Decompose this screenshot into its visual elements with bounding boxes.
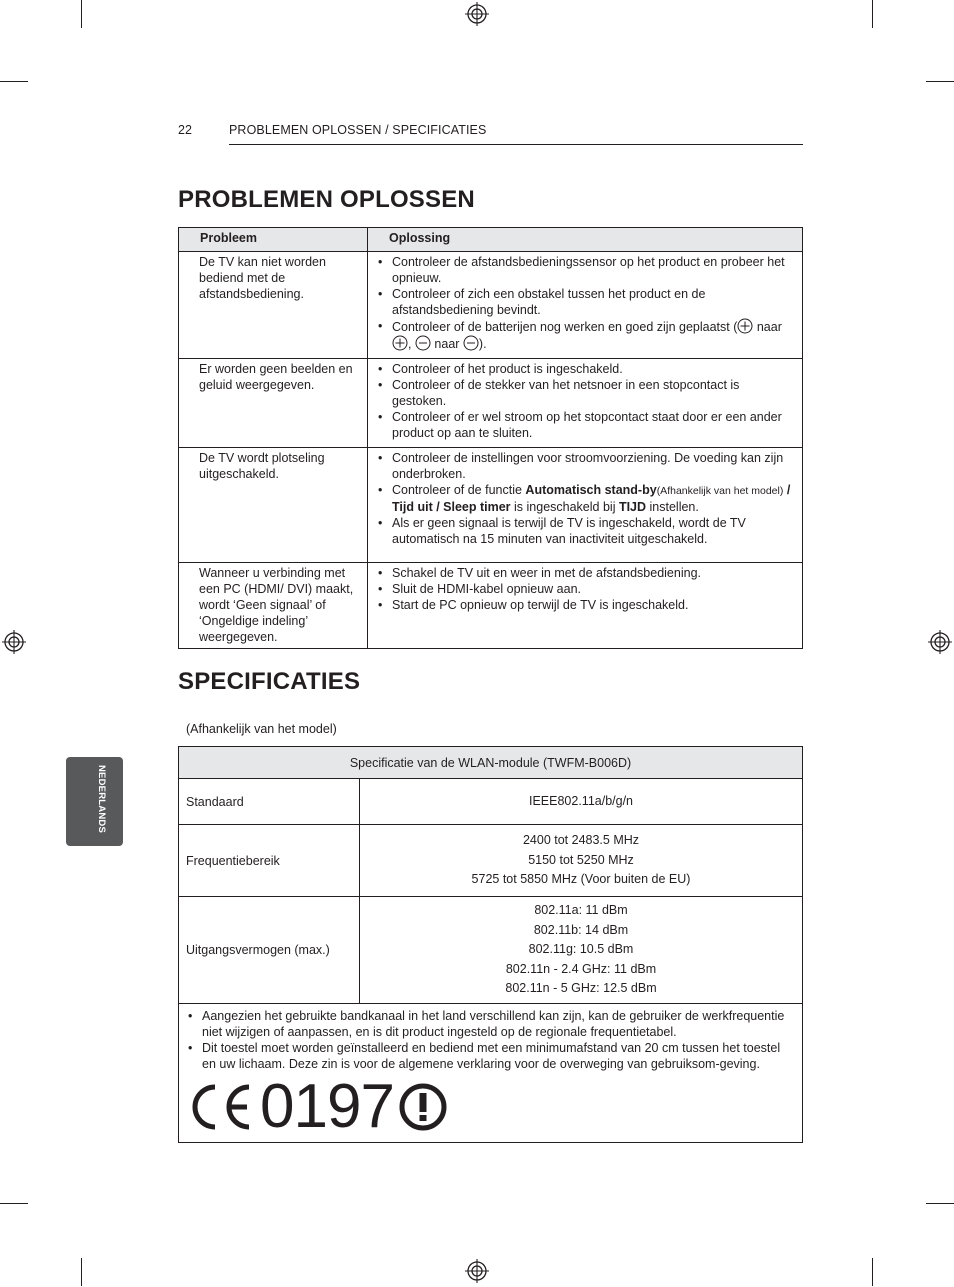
crop-mark <box>926 81 954 82</box>
list-item: • Controleer of de stekker van het netsnoer in een stopcontact is gestoken. <box>376 377 792 409</box>
menu-name: TIJD <box>618 500 647 514</box>
problem-cell: Wanneer u verbinding met een PC (HDMI/ DVI) maakt, wordt ‘Geen signaal’ of ‘Ongeldige indeling’ weergegeven. <box>179 563 368 649</box>
crop-mark <box>81 0 82 28</box>
spec-value-line: 2400 tot 2483.5 MHz <box>522 833 640 848</box>
solution-cell <box>368 359 803 448</box>
alert-icon <box>398 1082 448 1132</box>
spec-label: Frequentiebereik <box>179 825 360 897</box>
minus-terminal-icon <box>415 335 431 351</box>
timer-function-names: / Tijd uit / Sleep timer <box>392 483 791 514</box>
crop-mark <box>0 1203 28 1204</box>
standby-function-name: Automatisch stand-by <box>525 483 657 497</box>
registration-mark-icon <box>462 1257 492 1287</box>
spec-value-line: 5150 tot 5250 MHz <box>528 852 634 867</box>
notes-cell <box>179 1003 803 1142</box>
table-row <box>179 359 803 448</box>
spec-value-line: 5725 tot 5850 MHz (Voor buiten de EU) <box>471 872 691 887</box>
table-row <box>179 897 803 1004</box>
battery-text: naar <box>430 337 463 351</box>
list-item: • Controleer of het product is ingeschakeld. <box>376 361 792 377</box>
column-header-problem: Probleem <box>179 228 368 252</box>
problem-cell: De TV kan niet worden bediend met de afstandsbediening. <box>179 252 368 359</box>
crop-mark <box>872 0 873 28</box>
standby-text: instellen. <box>646 500 699 514</box>
plus-terminal-icon <box>737 318 753 334</box>
header-rule <box>229 144 803 145</box>
spec-value-line: 802.11b: 14 dBm <box>533 922 629 937</box>
battery-text: Controleer of de batterijen nog werken en goed zijn geplaatst ( <box>392 320 738 334</box>
crop-mark <box>81 1258 82 1286</box>
problem-cell: De TV wordt plotseling uitgeschakeld. <box>179 448 368 563</box>
notes-row <box>179 1003 803 1142</box>
spec-table-title: Specificatie van de WLAN-module (TWFM-B006D) <box>179 747 803 779</box>
table-row <box>179 563 803 649</box>
language-tab-label: NEDERLANDS <box>96 765 107 833</box>
ce-marking <box>186 1071 794 1141</box>
wlan-spec-table <box>178 746 803 1143</box>
crop-mark <box>0 81 28 82</box>
notified-body-number: 0197 <box>260 1071 394 1141</box>
spec-value <box>360 779 803 825</box>
battery-text: , <box>408 337 415 351</box>
table-row <box>179 252 803 359</box>
solution-cell <box>368 252 803 359</box>
column-header-solution: Oplossing <box>368 228 803 252</box>
list-item: • Schakel de TV uit en weer in met de afstandsbediening. <box>376 565 792 581</box>
list-item: • Dit toestel moet worden geïnstalleerd en bediend met een minimumafstand van 20 cm tussen het toestel en uw lichaam. Deze zin is voor de algemene verklaring voor de overweging van gebruiksom-geving. <box>186 1040 794 1072</box>
spec-value <box>360 897 803 1004</box>
registration-mark-icon <box>924 628 954 658</box>
standby-text: is ingeschakeld bij <box>510 500 619 514</box>
registration-mark-icon <box>0 628 30 658</box>
table-header-row <box>179 228 803 252</box>
spec-label: Uitgangsvermogen (max.) <box>179 897 360 1004</box>
battery-text: naar <box>753 320 782 334</box>
minus-terminal-icon <box>463 335 479 351</box>
model-note: (Afhankelijk van het model) <box>186 722 337 736</box>
solution-cell <box>368 563 803 649</box>
plus-terminal-icon <box>392 335 408 351</box>
troubleshooting-heading: PROBLEMEN OPLOSSEN <box>178 186 475 213</box>
spec-label: Standaard <box>179 779 360 825</box>
battery-text: ). <box>478 337 487 351</box>
registration-mark-icon <box>462 0 492 30</box>
solution-cell <box>368 448 803 563</box>
troubleshooting-table <box>178 227 803 649</box>
spec-value-line: 802.11n - 2.4 GHz: 11 dBm <box>505 961 657 976</box>
running-header: PROBLEMEN OPLOSSEN / SPECIFICATIES <box>229 123 487 137</box>
table-row <box>179 825 803 897</box>
spec-title-row <box>179 747 803 779</box>
spec-value <box>360 825 803 897</box>
standby-text: Controleer of de functie <box>392 483 526 497</box>
table-row <box>179 779 803 825</box>
list-item: • Aangezien het gebruikte bandkanaal in het land verschillend kan zijn, kan de gebruiker de werkfrequentie niet wijzigen of aanpassen, en is dit product ingesteld op de regionale frequentietabel. <box>186 1008 794 1040</box>
list-item: • Controleer of zich een obstakel tussen het product en de afstandsbediening bevindt. <box>376 286 792 318</box>
list-item <box>376 482 792 515</box>
language-tab <box>66 757 123 846</box>
list-item: • Controleer de afstandsbedieningssensor op het product en probeer het opnieuw. <box>376 254 792 286</box>
crop-mark <box>926 1203 954 1204</box>
list-item: • Controleer of er wel stroom op het stopcontact staat door er een ander product op aan te sluiten. <box>376 409 792 441</box>
model-dependency-note: (Afhankelijk van het model) <box>656 485 784 497</box>
ce-logo-icon <box>186 1081 254 1133</box>
list-item: • Sluit de HDMI-kabel opnieuw aan. <box>376 581 792 597</box>
spec-value-line: 802.11g: 10.5 dBm <box>528 942 634 956</box>
problem-cell: Er worden geen beelden en geluid weergegeven. <box>179 359 368 448</box>
list-item: • Als er geen signaal is terwijl de TV is ingeschakeld, wordt de TV automatisch na 15 minuten van inactiviteit uitgeschakeld. <box>376 515 792 547</box>
list-item <box>376 318 792 352</box>
spec-value-line: IEEE802.11a/b/g/n <box>528 793 634 808</box>
list-item: • Controleer de instellingen voor stroomvoorziening. De voeding kan zijn onderbroken. <box>376 450 792 482</box>
crop-mark <box>872 1258 873 1286</box>
page-number: 22 <box>178 123 192 137</box>
specifications-heading: SPECIFICATIES <box>178 668 361 695</box>
table-row <box>179 448 803 563</box>
spec-value-line: 802.11n - 5 GHz: 12.5 dBm <box>505 981 657 995</box>
list-item: • Start de PC opnieuw op terwijl de TV is ingeschakeld. <box>376 597 792 613</box>
spec-value-line: 802.11a: 11 dBm <box>534 903 628 917</box>
